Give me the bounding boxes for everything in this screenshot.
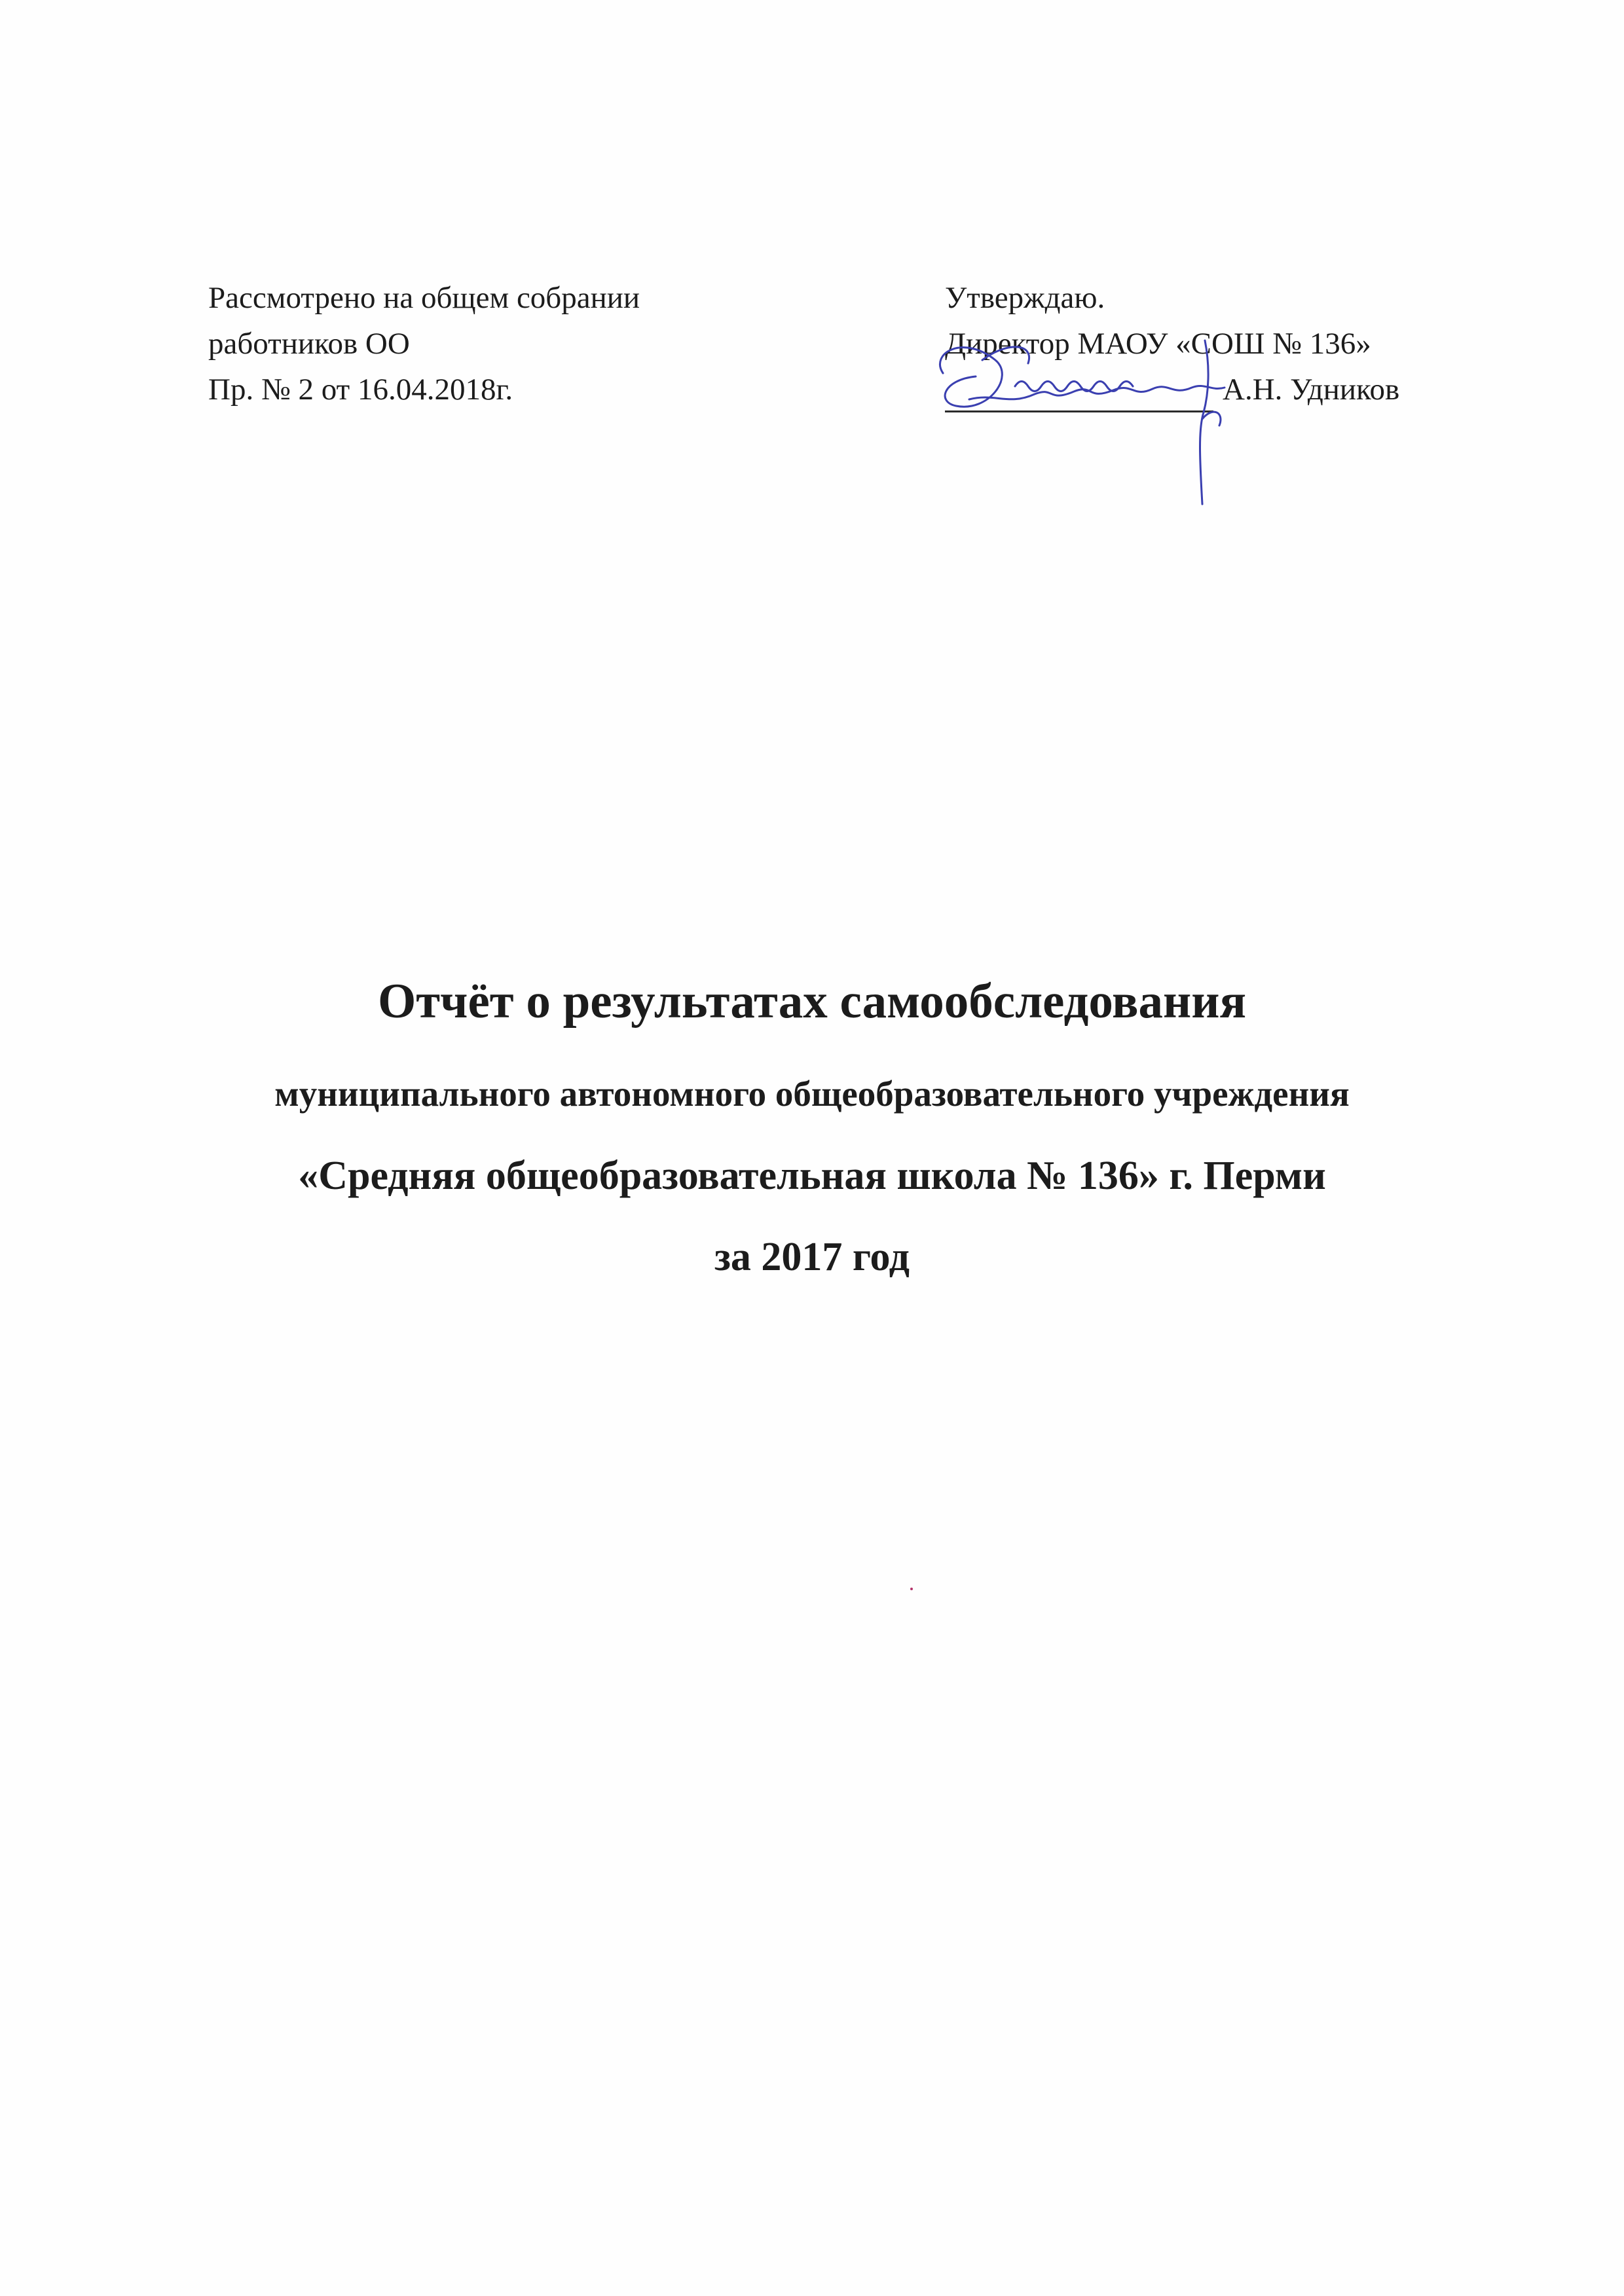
review-block <box>208 275 798 412</box>
report-period: за 2017 год <box>714 1235 910 1279</box>
report-title: Отчёт о результатах самообследования <box>377 974 1247 1029</box>
review-line-1: Рассмотрено на общем собрании <box>208 281 640 315</box>
school-name: «Средняя общеобразовательная школа № 136» г. Перми <box>298 1154 1326 1198</box>
review-line-2: работников ОО <box>208 327 410 361</box>
institution-type: муниципального автономного общеобразовательного учреждения <box>274 1074 1350 1114</box>
signatory-name: А.Н. Удников <box>1223 373 1400 407</box>
approval-line-1: Утверждаю. <box>945 281 1105 315</box>
ink-speck <box>910 1588 913 1590</box>
approval-line-2: Директор МАОУ «СОШ № 136» <box>945 327 1371 361</box>
signature-icon <box>917 314 1257 524</box>
report-title-block <box>0 969 1624 1283</box>
review-line-3: Пр. № 2 от 16.04.2018г. <box>208 373 513 407</box>
